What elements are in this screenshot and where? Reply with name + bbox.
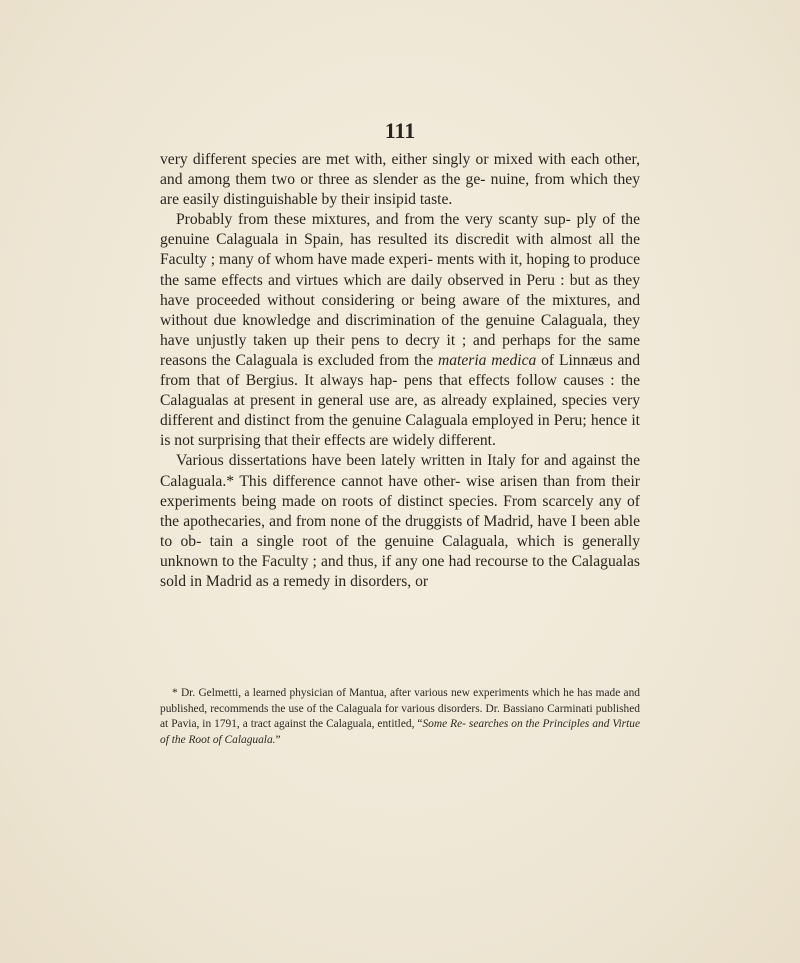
footnote-text-b: ” — [275, 733, 281, 746]
paragraph-2-text-a: Probably from these mixtures, and from the very scanty sup- ply of the genuine Calaguala in Spain, has resulted its discredit with almost all the Faculty ; many of whom have made experi- ments with it, hoping to produce the same effects and virtues which are daily observed in Peru : but as they have proceeded without considering or being aware of the mixtures, and without due knowledge and discrimination of the genuine Calaguala, they have unjustly taken up their pens to decry it ; and perhaps for the same reasons the Calaguala is excluded from the — [160, 211, 640, 369]
paragraph-2 — [160, 210, 640, 451]
paragraph-3 — [160, 451, 640, 592]
paragraph-2-text-b: of Linnæus and from that of Bergius. It always hap- pens that effects follow causes : the Calagualas at present in general use are, as already explained, species very different and distinct from the genuine Calaguala employed in Peru; hence it is not surprising that their effects are widely different. — [160, 351, 640, 450]
paragraph-1 — [160, 150, 640, 210]
footnote — [160, 686, 640, 748]
footnote-text-a: * Dr. Gelmetti, a learned physician of Mantua, after various new experiments which he has made and published, recommends the use of the Calaguala for various disorders. Dr. Bassiano Carminati published at Pavia, in 1791, a tract against the Calaguala, entitled, “ — [160, 687, 640, 731]
paragraph-2-italic-materia-medica: materia medica — [437, 351, 537, 369]
paragraph-3-text: Various dissertations have been lately written in Italy for and against the Calaguala.* This difference cannot have other- wise arisen than from their experiments being made on roots of distinct species. From scarcely any of the apothecaries, and from none of the druggists of Madrid, have I been able to ob- tain a single root of the genuine Calaguala, which is generally unknown to the Faculty ; and thus, if any one had recourse to the Calagualas sold in Madrid as a remedy in disorders, or — [160, 452, 640, 590]
body-text — [160, 150, 640, 592]
paragraph-1-text: very different species are met with, either singly or mixed with each other, and among them two or three as slender as the ge- nuine, from which they are easily distinguishable by their insipid taste. — [160, 151, 640, 209]
footnote-italic-title: Some Re- searches on the Principles and Virtue of the Root of Calaguala. — [160, 718, 640, 746]
footnote-paragraph — [160, 686, 640, 748]
page-number: 111 — [384, 118, 416, 143]
